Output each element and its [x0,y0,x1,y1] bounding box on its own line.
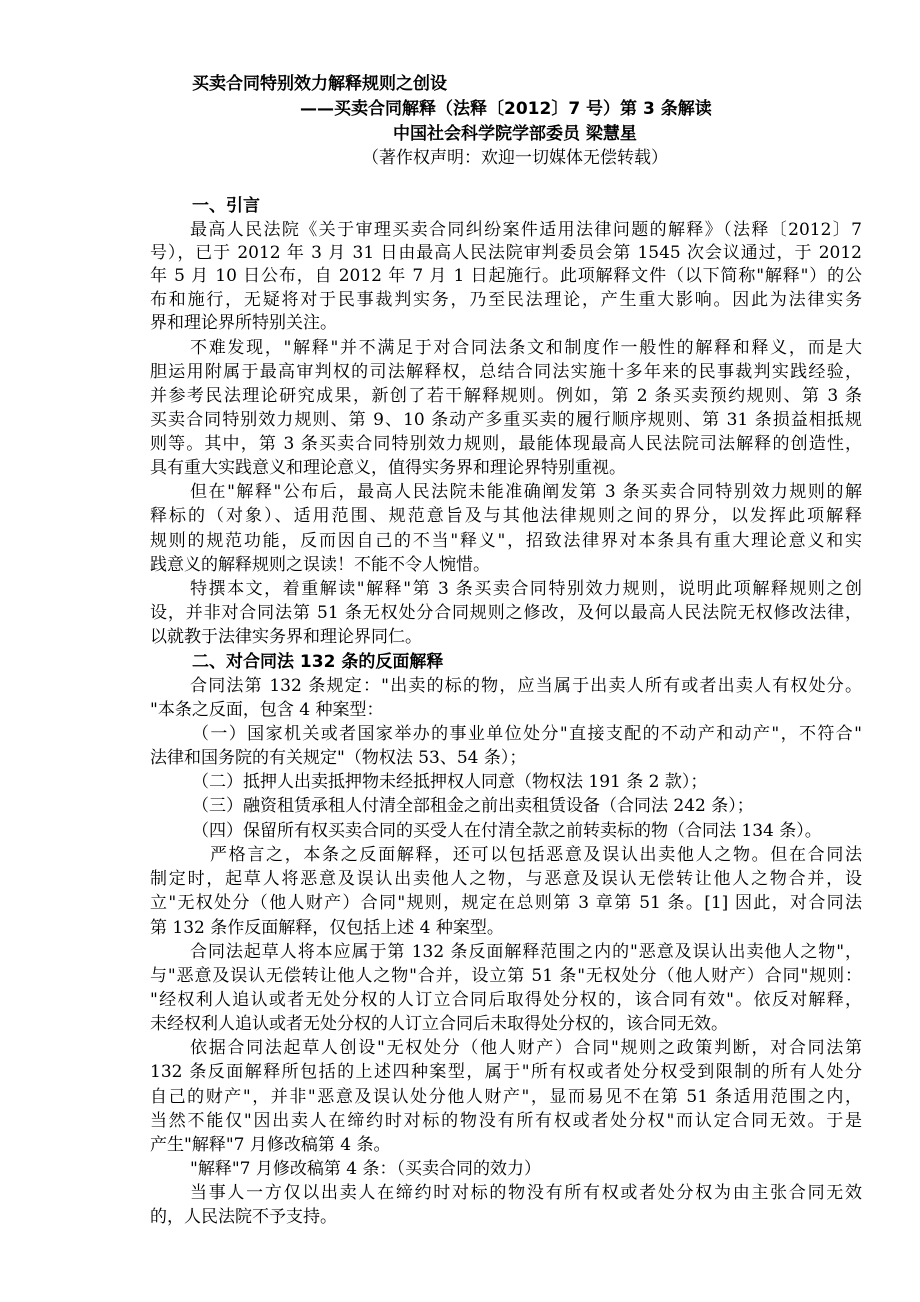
paragraph-line: 胆运用附属于最高审判权的司法解释权，总结合同法实施十多年来的民事裁判实践经验， [150,362,862,382]
paragraph-line: 规则的规范功能，反而因自己的不当"释义"，招致法律界对本条具有重大理论意义和实 [150,531,862,551]
paragraph-line: 的，人民法院不予支持。 [150,1207,337,1227]
paragraph-line: 与"恶意及误认无偿转让他人之物"合并，设立第 51 条"无权处分（他人财产）合同"规则： [150,966,862,986]
paragraph-line: 最高人民法院《关于审理买卖合同纠纷案件适用法律问题的解释》（法释〔2012〕7 [190,220,862,240]
paragraph-line: 132 条反面解释所包括的上述四种案型，属于"所有权或者处分权受到限制的所有人处分 [150,1062,862,1082]
author-line: 中国社会科学院学部委员 梁慧星 [393,124,637,144]
paragraph-line: 但在"解释"公布后，最高人民法院未能准确阐发第 3 条买卖合同特别效力规则的解 [190,482,862,502]
paragraph-line: 依据合同法起草人创设"无权处分（他人财产）合同"规则之政策判断，对合同法第 [190,1038,862,1058]
paragraph-line: 自己的财产"，并非"恶意及误认处分他人财产"，显而易见不在第 51 条适用范围之内， [150,1087,862,1107]
section-heading: 二、对合同法 132 条的反面解释 [192,652,444,672]
section-heading: 一、引言 [192,196,260,216]
paragraph-line: 第 132 条作反面解释，仅包括上述 4 种案型。 [150,918,504,938]
paragraph-line: 严格言之，本条之反面解释，还可以包括恶意及误认出卖他人之物。但在合同法 [210,845,862,865]
paragraph-line: 践意义的解释规则之误读！不能不令人惋惜。 [150,555,490,575]
paragraph-line: 未经权利人追认或者无处分权的人订立合同后未取得处分权的，该合同无效。 [150,1014,728,1034]
paragraph-line: 并参考民法理论研究成果，新创了若干解释规则。例如，第 2 条买卖预约规则、第 3 条 [150,386,862,406]
case-item: （四）保留所有权买卖合同的买受人在付清全款之前转卖标的物（合同法 134 条）。 [192,821,822,841]
paragraph-line: "本条之反面，包含 4 种案型： [150,700,384,720]
paragraph-line: 立"无权处分（他人财产）合同"规则，规定在总则第 3 章第 51 条。[1] 因此，对合同法 [150,893,862,913]
paragraph-line: 释标的（对象）、适用范围、规范意旨及与其他法律规则之间的界分，以发挥此项解释 [150,506,862,526]
paragraph-line: 产生"解释"7 月修改稿第 4 条。 [150,1135,391,1155]
paragraph-line: "解释"7 月修改稿第 4 条：（买卖合同的效力） [190,1159,541,1179]
paragraph-line: 布和施行，无疑将对于民事裁判实务，乃至民法理论，产生重大影响。因此为法律实务 [150,290,862,310]
document-subtitle: ——买卖合同解释（法释〔2012〕7 号）第 3 条解读 [300,99,712,119]
case-item: （二）抵押人出卖抵押物未经抵押权人同意（物权法 191 条 2 款）； [192,772,708,792]
copyright-notice: （著作权声明：欢迎一切媒体无偿转载） [362,148,668,168]
paragraph-line: 界和理论界所特别关注。 [150,313,337,333]
paragraph-line: 不难发现，"解释"并不满足于对合同法条文和制度作一般性的解释和释义，而是大 [190,338,862,358]
case-item: （三）融资租赁承租人付清全部租金之前出卖租赁设备（合同法 242 条）； [192,796,754,816]
paragraph-line: "经权利人追认或者无处分权的人订立合同后取得处分权的，该合同有效"。依反对解释， [150,990,862,1010]
paragraph-line: 合同法起草人将本应属于第 132 条反面解释范围之内的"恶意及误认出卖他人之物"， [190,942,862,962]
paragraph-line: 设，并非对合同法第 51 条无权处分合同规则之修改，及何以最高人民法院无权修改法律， [150,603,862,623]
paragraph-line: 合同法第 132 条规定："出卖的标的物，应当属于出卖人所有或者出卖人有权处分。 [190,676,862,696]
paragraph-line: 当然不能仅"因出卖人在缔约时对标的物没有所有权或者处分权"而认定合同无效。于是 [150,1111,862,1131]
paragraph-line: 号），已于 2012 年 3 月 31 日由最高人民法院审判委员会第 1545 次会议通过，于 2012 [150,243,862,263]
paragraph-line: 制定时，起草人将恶意及误认出卖他人之物，与恶意及误认无偿转让他人之物合并，设 [150,869,862,889]
paragraph-line: 具有重大实践意义和理论意义，值得实务界和理论界特别重视。 [150,458,626,478]
paragraph-line: 年 5 月 10 日公布，自 2012 年 7 月 1 日起施行。此项解释文件（以下简称"解释"）的公 [150,266,862,286]
paragraph-line: 当事人一方仅以出卖人在缔约时对标的物没有所有权或者处分权为由主张合同无效 [190,1183,862,1203]
paragraph-line: 买卖合同特别效力规则、第 9、10 条动产多重买卖的履行顺序规则、第 31 条损益相抵规 [150,410,862,430]
paragraph-line: 特撰本文，着重解读"解释"第 3 条买卖合同特别效力规则，说明此项解释规则之创 [190,579,862,599]
paragraph-line: 以就教于法律实务界和理论界同仁。 [150,627,422,647]
paragraph-line: 则等。其中，第 3 条买卖合同特别效力规则，最能体现最高人民法院司法解释的创造性， [150,434,862,454]
document-title: 买卖合同特别效力解释规则之创设 [192,74,447,94]
case-item: 法律和国务院的有关规定"（物权法 53、54 条）； [150,748,527,768]
case-item: （一）国家机关或者国家举办的事业单位处分"直接支配的不动产和动产"，不符合" [192,724,862,744]
